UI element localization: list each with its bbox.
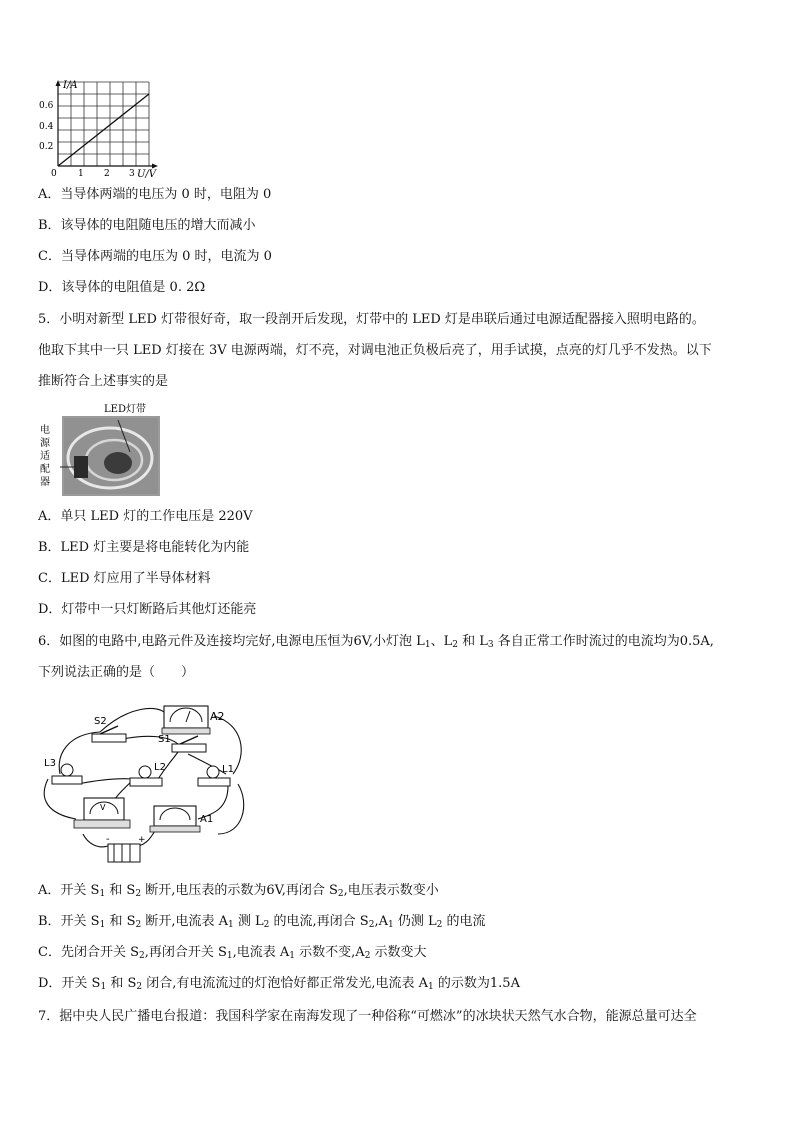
x-tick-label: 3: [129, 169, 135, 179]
ammeter-a1: [150, 806, 200, 832]
led-strip-label: LED灯带: [104, 404, 146, 415]
q6-stem-line-1: 6．如图的电路中,电路元件及连接均完好,电源电压恒为6V,小灯泡 $L_1$、$L_2$ 和 $L_3$ 各自正常工作时流过的电流均为0.5A,: [38, 634, 714, 650]
a2-label: A2: [210, 710, 225, 723]
q5-option-d: D．灯带中一只灯断路后其他灯还能亮: [38, 602, 257, 617]
voltmeter-label: V: [100, 803, 106, 812]
q5-option-c: C．LED 灯应用了半导体材料: [38, 571, 211, 586]
q4-option-c: C．当导体两端的电压为 0 时，电流为 0: [38, 249, 272, 264]
l3-label: L3: [44, 758, 56, 769]
circuit-diagram: [38, 694, 258, 870]
q5-option-b: B．LED 灯主要是将电能转化为内能: [38, 540, 250, 555]
x-tick-label: 1: [78, 169, 84, 179]
battery: [108, 844, 140, 862]
ammeter-a2: [162, 706, 210, 734]
a1-label: A1: [200, 814, 214, 825]
iu-graph: [36, 76, 166, 180]
switch-s2: [92, 726, 126, 742]
l1-label: L1: [222, 764, 234, 775]
y-tick-label: 0.6: [39, 101, 54, 111]
q5-stem-line-3: 推断符合上述事实的是: [38, 374, 169, 389]
q6-option-a: A．开关 $S_1$ 和 $S_2$ 断开,电压表的示数为6V,再闭合 $S_2$,电压表示数变小: [38, 883, 439, 899]
q6-option-d: D．开关 $S_1$ 和 $S_2$ 闭合,有电流流过的灯泡恰好都正常发光,电流表 $A_1$ 的示数为1.5A: [38, 976, 520, 992]
q4-option-b: B．该导体的电阻随电压的增大而减小: [38, 218, 256, 233]
q6-option-b: B．开关 $S_1$ 和 $S_2$ 断开,电流表 $A_1$ 测 $L_2$ 的电流,再闭合 $S_2,A_1$ 仍测 $L_2$ 的电流: [38, 914, 486, 930]
switch-s1: [172, 736, 206, 752]
q5-stem-line-2: 他取下其中一只 LED 灯接在 3V 电源两端，灯不亮，对调电池正负极后亮了，用手试摸，点亮的灯几乎不发热。以下: [38, 343, 712, 358]
x-tick-label: 0: [51, 169, 57, 179]
adapter-label-char: 源: [40, 438, 50, 449]
s2-label: S2: [94, 716, 107, 727]
s1-label: S1: [158, 734, 171, 745]
battery-plus-label: +: [138, 835, 146, 845]
battery-minus-label: -: [106, 834, 110, 845]
q6-option-c: C．先闭合开关 $S_2$,再闭合开关 $S_1$,电流表 $A_1$ 示数不变$,A_2$ 示数变大: [38, 945, 427, 961]
q6-stem-line-2: 下列说法正确的是（ ）: [38, 665, 195, 680]
x-tick-label: 2: [104, 169, 110, 179]
graph-grid: [58, 82, 149, 166]
y-axis-label: I/A: [63, 80, 78, 91]
adapter-label-char: 配: [40, 464, 50, 475]
q5-option-a: A．单只 LED 灯的工作电压是 220V: [38, 509, 253, 524]
y-tick-label: 0.4: [39, 122, 54, 132]
lamp-l3: [52, 764, 82, 784]
adapter-label-char: 电: [40, 425, 50, 436]
led-strip-photo: [38, 400, 162, 498]
q7-stem-line-1: 7．据中央人民广播电台报道：我国科学家在南海发现了一种俗称“可燃冰”的冰块状天然气水合物，能源总量可达全: [38, 1009, 697, 1024]
adapter-label-char: 器: [40, 477, 50, 488]
l2-label: L2: [154, 762, 166, 773]
q4-option-d: D．该导体的电阻值是 0. 2Ω: [38, 280, 206, 295]
q4-option-a: A．当导体两端的电压为 0 时，电阻为 0: [38, 187, 272, 202]
q5-stem-line-1: 5．小明对新型 LED 灯带很好奇，取一段剖开后发现，灯带中的 LED 灯是串联后通过电源适配器接入照明电路的。: [38, 312, 705, 327]
y-tick-label: 0.2: [39, 142, 54, 152]
adapter-label-char: 适: [40, 451, 50, 462]
x-axis-label: U/V: [137, 169, 157, 180]
